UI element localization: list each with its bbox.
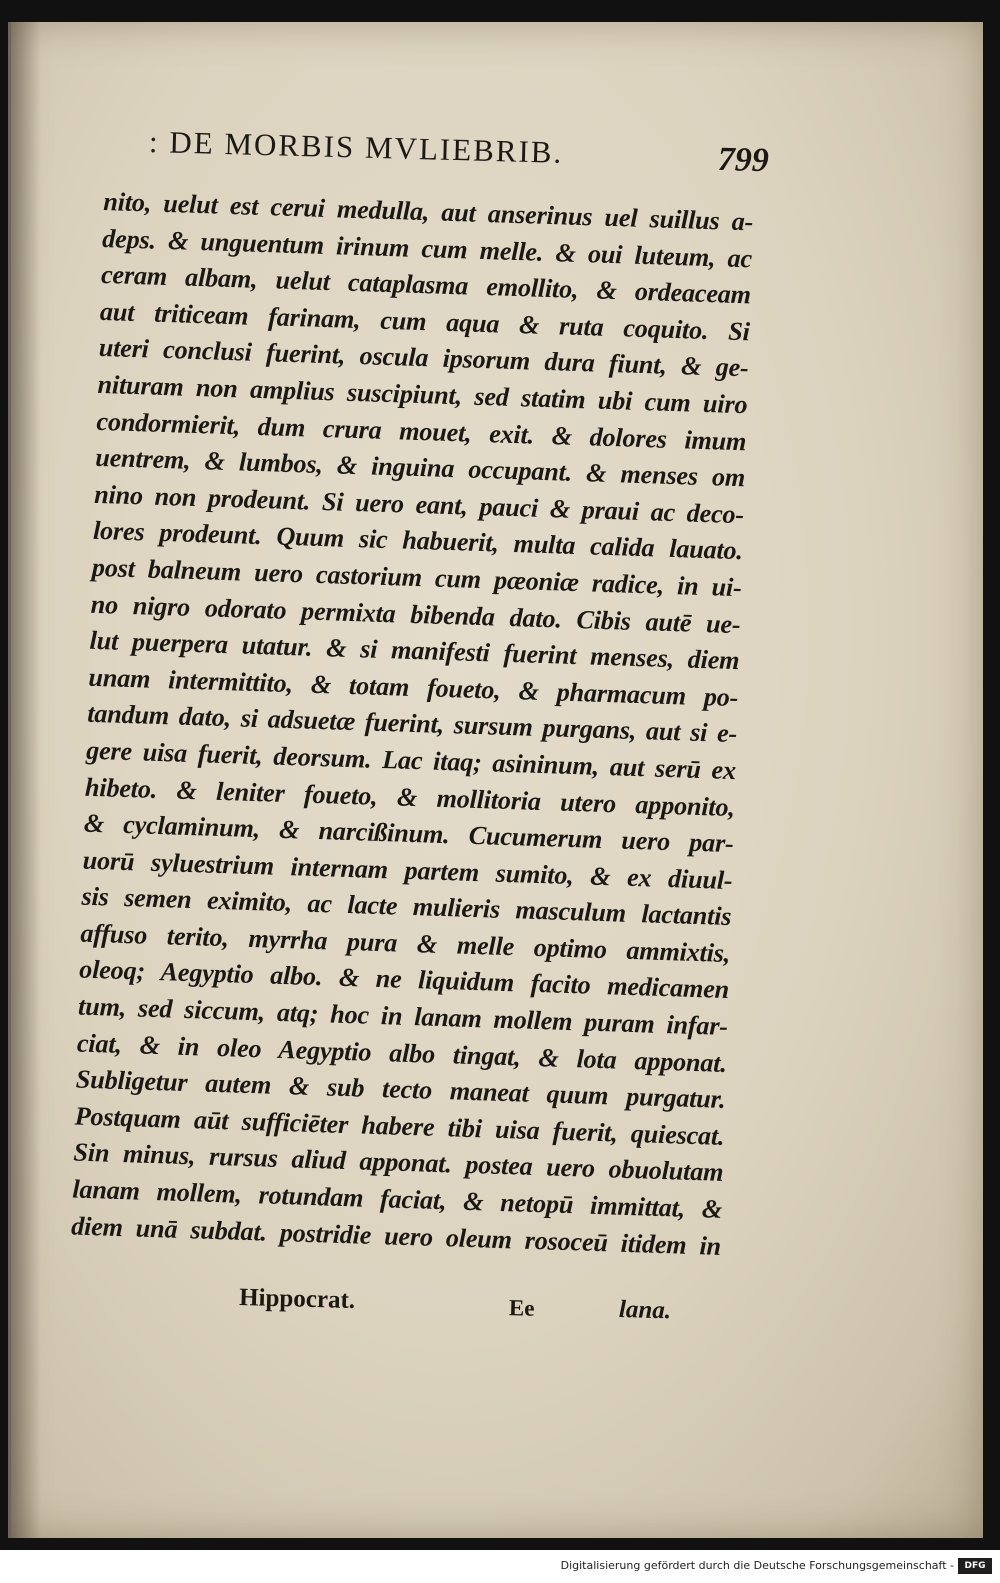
text-line: Sin minus, rursus aliud apponat. postea uero obuolutam [73,1137,724,1188]
text-line: & cyclaminum, & narcißinum. Cucumerum uero par- [83,808,735,859]
catchline-author: Hippocrat. [238,1284,356,1315]
text-line: hibeto. & leniter foueto, & mollitoria utero apponito, [84,772,736,822]
text-line: uteri conclusi fuerint, oscula ipsorum dura fiunt, & ge- [98,333,749,383]
text-line: uorū syluestrium internam partem sumito, & ex diuul- [82,845,733,895]
text-line: tum, sed siccum, atq; hoc in lanam mollem puram infar- [77,991,729,1042]
text-line: lut puerpera utatur. & si manifesti fuerint menses, diem [89,625,740,676]
body-text [71,184,754,1265]
text-line: lores prodeunt. Quum sic habuerit, multa calida lauato. [92,516,744,566]
text-line: tandum dato, si adsuetæ fuerint, sursum purgans, aut si e- [86,699,738,749]
text-line: unam intermittito, & totam foueto, & pharmacum po- [88,662,739,712]
text-line: condormierit, dum crura mouet, exit. & dolores imum [96,406,747,456]
funding-credit: Digitalisierung gefördert durch die Deutsche Forschungsgemeinschaft - [560,1559,954,1572]
text-line: affuso terito, myrrha pura & melle optimo ammixtis, [80,918,731,968]
text-line: nituram non amplius suscipiunt, sed statim ubi cum uiro [97,369,748,420]
text-line: ciat, & in oleo Aegyptio albo tingat, & lota apponat. [76,1028,728,1078]
running-title: : DE MORBIS MVLIEBRIB. [148,124,564,170]
page-number: 799 [717,140,770,180]
signature-mark: Ee [508,1295,535,1321]
text-line: post balneum uero castorium cum pæoniæ radice, in ui- [91,552,743,603]
text-line: Postquam aūt sufficiēter habere tibi uisa fuerit, quiescat. [74,1101,725,1151]
text-line: lanam mollem, rotundam faciat, & netopū immittat, & [71,1174,723,1224]
catchword: lana. [618,1295,672,1325]
text-line: nito, uelut est cerui medulla, aut anserinus uel suillus a- [102,186,754,237]
text-line: Subligetur autem & sub tecto maneat quum purgatur. [75,1064,726,1115]
book-page [8,22,983,1538]
dfg-logo-icon: DFG [958,1558,992,1574]
text-line: no nigro odorato permixta bibenda dato. Cibis autē ue- [90,589,741,639]
text-line: uentrem, & lumbos, & inguina occupant. & menses om [94,443,746,493]
catchline [238,1284,699,1336]
page-header [148,114,769,190]
digitization-footer [0,1550,1000,1583]
text-line: sis semen eximito, ac lacte mulieris masculum lactantis [81,881,732,932]
text-line: deps. & unguentum irinum cum melle. & oui luteum, ac [101,223,753,273]
text-line: diem unā subdat. postridie uero oleum rosoceū itidem in [70,1211,722,1261]
text-line: ceram albam, uelut cataplasma emollito, & ordeaceam [100,260,752,310]
text-line: nino non prodeunt. Si uero eant, pauci & praui ac deco- [93,479,745,530]
text-line: gere uisa fuerit, deorsum. Lac itaq; asininum, aut serū ex [85,735,737,786]
text-line: oleoq; Aegyptio albo. & ne liquidum facito medicamen [78,955,730,1005]
text-line: aut triticeam farinam, cum aqua & ruta coquito. Si [99,296,751,347]
